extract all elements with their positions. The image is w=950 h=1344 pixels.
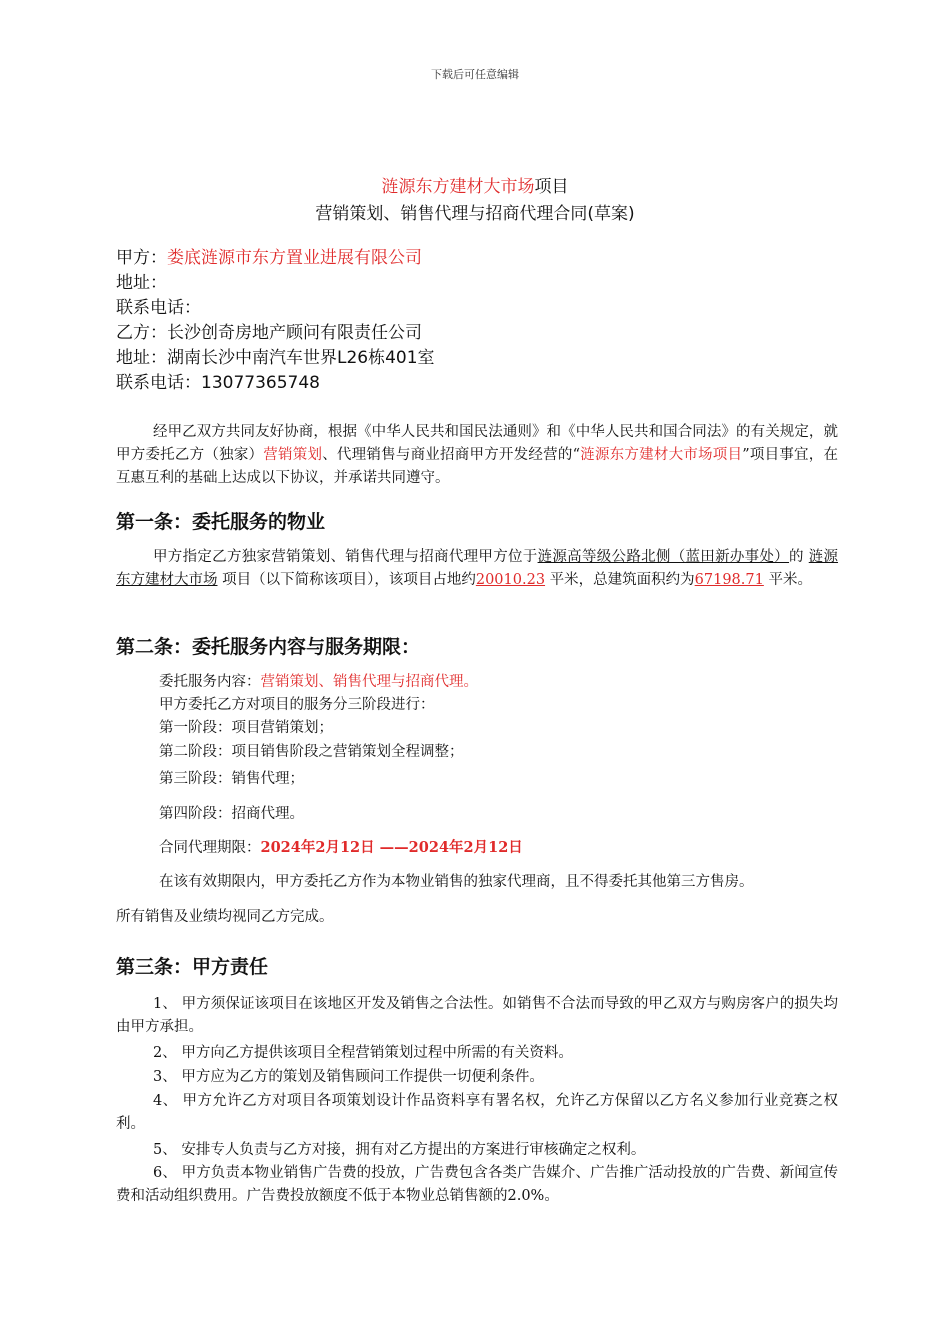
subtitle-draft: (草案)	[587, 204, 635, 224]
article-1-text-1: 甲方指定乙方独家营销策划、销售代理与招商代理甲方位于	[153, 549, 538, 565]
article-3-heading: 第三条：甲方责任	[116, 956, 269, 978]
stage-2: 第二阶段：项目销售阶段之营销策划全程调整；	[159, 744, 464, 760]
project-name: 涟源东方建材大市场	[381, 177, 535, 197]
exclusive-agent-text-2: 所有销售及业绩均视同乙方完成。	[116, 909, 334, 925]
article-1-text-2: 的	[789, 549, 804, 565]
article-3-item-5: 5、 安排专人负责与乙方对接，拥有对乙方提出的方案进行审核确定之权利。	[153, 1142, 646, 1158]
stage-3: 第三阶段：销售代理；	[159, 771, 304, 787]
article-3-item-4: 4、 甲方允许乙方对项目各项策划设计作品资料享有署名权，允许乙方保留以乙方名义参加行业竞赛之权利。	[116, 1093, 838, 1132]
intro-text-1: 经甲乙双方共同友好协商，根据《中华人民共和国民法通则》和《中华人民共和国合同法》的有关规定，就甲方委托乙方（独家）	[116, 424, 838, 463]
article-1-heading: 第一条：委托服务的物业	[116, 511, 326, 533]
stage-4: 第四阶段：招商代理。	[159, 806, 304, 822]
article-1-project: 涟源东方建材大市场	[116, 549, 839, 588]
party-b-address: 地址：湖南长沙中南汽车世界L26栋401室	[116, 348, 435, 368]
article-1-text-5: 平米。	[768, 572, 812, 588]
subtitle-main: 营销策划、销售代理与招商代理合同	[315, 204, 588, 224]
party-a-line	[116, 246, 836, 271]
intro-paragraph	[116, 421, 838, 490]
contract-term-line	[159, 836, 523, 860]
contract-term-label: 合同代理期限：	[159, 840, 261, 856]
article-1-location: 涟源高等级公路北侧（蓝田新办事处）	[537, 549, 790, 565]
article-1-text-3: 项目（以下简称该项目），该项目占地约	[222, 572, 476, 588]
article-1-paragraph	[116, 546, 838, 592]
header-note: 下载后可任意编辑	[431, 68, 519, 81]
service-content-line	[159, 671, 478, 694]
service-content-value: 营销策划、销售代理与招商代理。	[260, 674, 478, 690]
service-content-label: 委托服务内容：	[159, 674, 261, 690]
article-3-item-2: 2、 甲方向乙方提供该项目全程营销策划过程中所需的有关资料。	[153, 1045, 573, 1061]
article-2-heading: 第二条：委托服务内容与服务期限：	[116, 636, 421, 658]
party-a-phone: 联系电话：	[116, 298, 201, 318]
article-1-text-4: 平米，总建筑面积约为	[549, 572, 695, 588]
article-3-item-3: 3、 甲方应为乙方的策划及销售顾问工作提供一切便利条件。	[153, 1069, 544, 1085]
intro-text-3: ”项目事宜，在互惠互利的基础上达成以下协议，并承诺共同遵守。	[116, 447, 839, 486]
stages-intro: 甲方委托乙方对项目的服务分三阶段进行：	[159, 697, 435, 713]
party-a-label: 甲方：	[116, 248, 167, 268]
stage-1: 第一阶段：项目营销策划；	[159, 720, 333, 736]
article-1-building-area: 67198.71	[694, 572, 764, 588]
party-b-line: 乙方：长沙创奇房地产顾问有限责任公司	[116, 323, 422, 343]
article-1-land-area: 20010.23	[475, 572, 546, 588]
intro-red-2: 涟源东方建材大市场项目	[580, 447, 743, 463]
exclusive-agent-text-1: 在该有效期限内，甲方委托乙方作为本物业销售的独家代理商，且不得委托其他第三方售房。	[159, 874, 754, 890]
document-title	[0, 172, 950, 197]
article-3-item-1: 1、 甲方须保证该项目在该地区开发及销售之合法性。如销售不合法而导致的甲乙双方与购房客户的损失均由甲方承担。	[116, 996, 838, 1035]
party-a-name: 娄底涟源市东方置业进展有限公司	[167, 248, 422, 268]
project-suffix: 项目	[534, 177, 569, 197]
party-b-phone: 联系电话：13077365748	[116, 373, 320, 393]
contract-term-value: 2024年2月12日 ——2024年2月12日	[260, 839, 523, 856]
intro-red-1: 营销策划	[263, 447, 323, 463]
article-3-item-6: 6、 甲方负责本物业销售广告费的投放，广告费包含各类广告媒介、广告推广活动投放的广告费、新闻宣传费和活动组织费用。广告费投放额度不低于本物业总销售额的2.0%。	[116, 1165, 838, 1204]
intro-text-2: 、代理销售与商业招商甲方开发经营的“	[322, 447, 580, 463]
party-a-address: 地址：	[116, 273, 167, 293]
document-subtitle	[0, 199, 950, 224]
